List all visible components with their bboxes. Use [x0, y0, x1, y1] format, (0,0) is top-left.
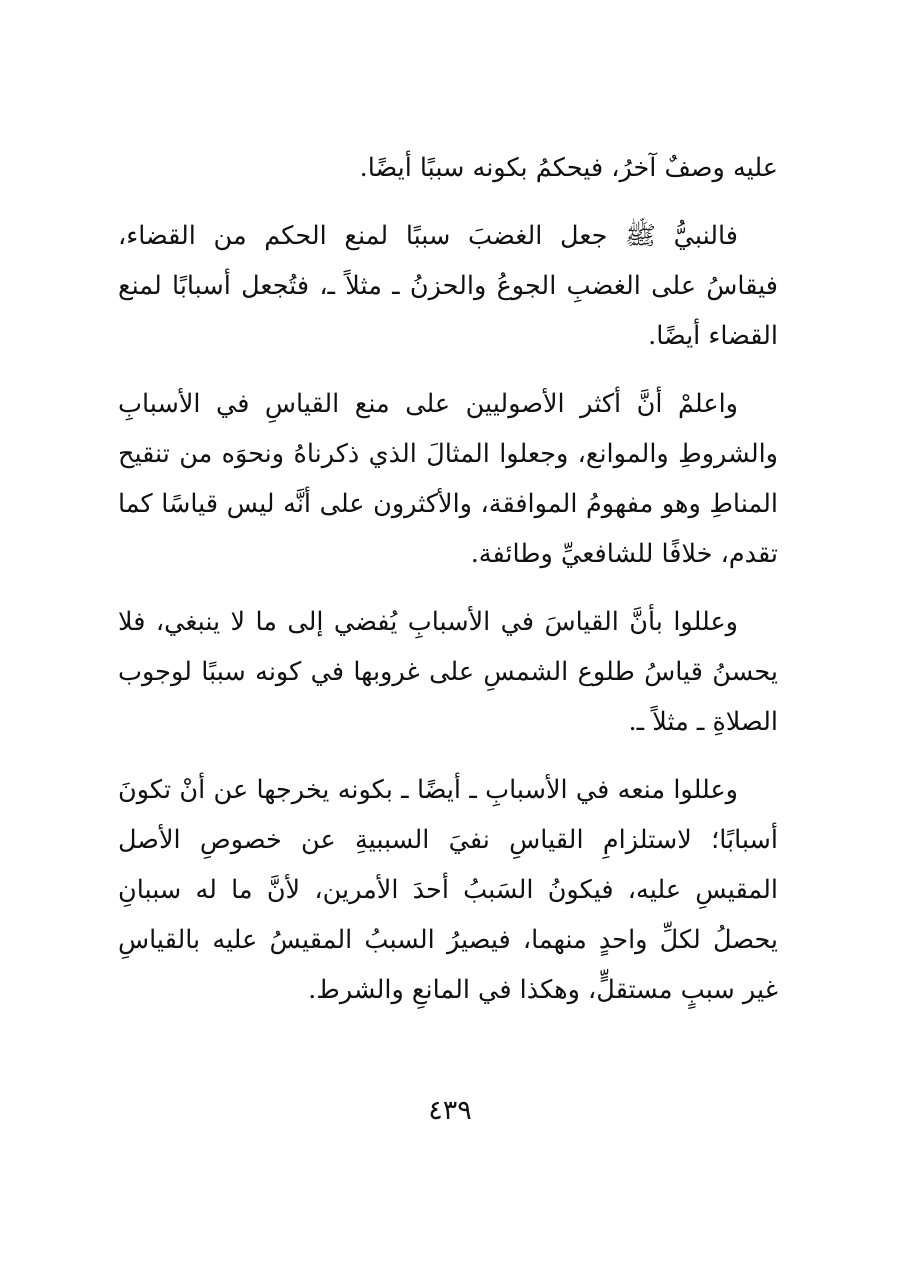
paragraph-reasoning-causes: وعللوا منعه في الأسبابِ ـ أيضًا ـ بكونه يخرجها عن أنْ تكونَ أسبابًا؛ لاستلزامِ القياسِ نفيَ السببيةِ عن خصوصِ الأصل المقيسِ عليه، فيكونُ السَببُ أحدَ الأمرين، لأنَّ ما له سببانِ يحصلُ لكلِّ واحدٍ منهما، فيصيرُ السببُ المقيسُ عليه بالقياسِ غير سببٍ مستقلٍّ، وهكذا في المانعِ والشرط.: [118, 775, 778, 1005]
paragraph-anger-example: فالنبيُّ ﷺ جعل الغضبَ سببًا لمنع الحكم من القضاء، فيقاسُ على الغضبِ الجوعُ والحزنُ ـ مثلاً ـ، فتُجعل أسبابًا لمنع القضاء أيضًا.: [118, 221, 778, 351]
paragraph-usuliyyin-opinion: واعلمْ أنَّ أكثر الأصوليين على منع القياسِ في الأسبابِ والشروطِ والموانع، وجعلوا المثالَ الذي ذكرناهُ ونحوَه من تنقيح المناطِ وهو مفهومُ الموافقة، والأكثرون على أنَّه ليس قياسًا كما تقدم، خلافًا للشافعيِّ وطائفة.: [118, 389, 778, 569]
paragraph-continuation: عليه وصفٌ آخرُ، فيحكمُ بكونه سببًا أيضًا.: [359, 153, 778, 183]
paragraph-reasoning-sun: وعللوا بأنَّ القياسَ في الأسبابِ يُفضي إلى ما لا ينبغي، فلا يحسنُ قياسُ طلوع الشمسِ على غروبها في كونه سببًا لوجوب الصلاةِ ـ مثلاً ـ.: [118, 607, 778, 737]
body-text: [118, 143, 778, 1015]
page-number: ٤٣٩: [428, 1095, 472, 1126]
